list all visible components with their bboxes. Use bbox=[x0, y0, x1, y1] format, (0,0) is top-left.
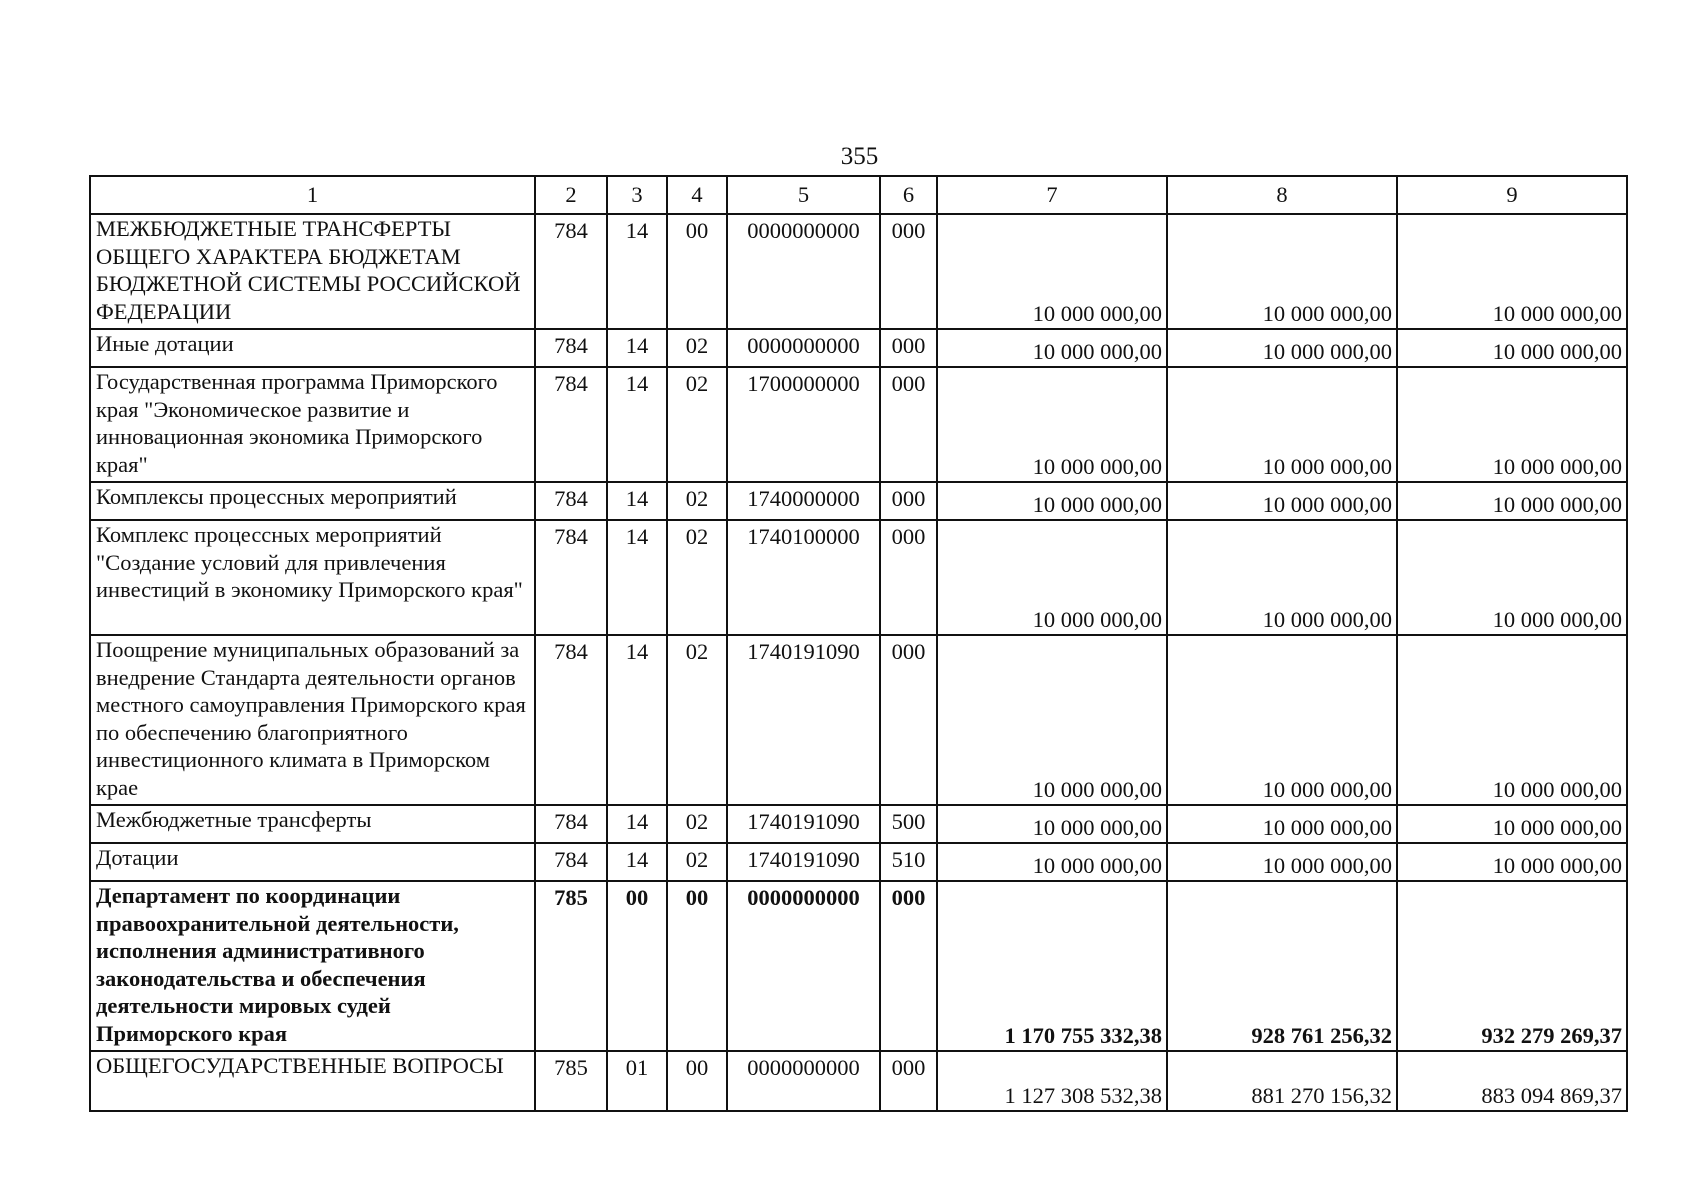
table-row bbox=[90, 214, 1627, 329]
cell-amount: 932 279 269,37 bbox=[1397, 881, 1627, 1051]
cell-code: 02 bbox=[667, 520, 727, 635]
cell-amount: 10 000 000,00 bbox=[937, 329, 1167, 367]
page-number: 355 bbox=[840, 143, 879, 170]
cell-code: 510 bbox=[880, 843, 937, 881]
cell-code: 000 bbox=[880, 635, 937, 805]
cell-code: 02 bbox=[667, 635, 727, 805]
cell-amount: 881 270 156,32 bbox=[1167, 1051, 1397, 1111]
cell-amount: 10 000 000,00 bbox=[937, 635, 1167, 805]
cell-code: 000 bbox=[880, 881, 937, 1051]
table-row bbox=[90, 329, 1627, 367]
cell-code: 02 bbox=[667, 805, 727, 843]
cell-amount: 10 000 000,00 bbox=[1167, 520, 1397, 635]
cell-amount: 10 000 000,00 bbox=[1397, 482, 1627, 520]
column-header: 7 bbox=[937, 176, 1167, 214]
table-row bbox=[90, 843, 1627, 881]
cell-amount: 10 000 000,00 bbox=[1167, 482, 1397, 520]
cell-code: 14 bbox=[607, 520, 667, 635]
row-name: Поощрение муниципальных образований за внедрение Стандарта деятельности органов местного самоуправления Приморского края по обеспечению благоприятного инвестиционного климата в Приморском крае bbox=[90, 635, 535, 805]
cell-code: 02 bbox=[667, 329, 727, 367]
cell-amount: 10 000 000,00 bbox=[937, 367, 1167, 482]
column-header: 1 bbox=[90, 176, 535, 214]
column-header: 9 bbox=[1397, 176, 1627, 214]
cell-code: 784 bbox=[535, 635, 607, 805]
cell-code: 1740000000 bbox=[727, 482, 880, 520]
cell-amount: 10 000 000,00 bbox=[1397, 843, 1627, 881]
row-name: Иные дотации bbox=[90, 329, 535, 367]
column-header: 3 bbox=[607, 176, 667, 214]
row-name: Дотации bbox=[90, 843, 535, 881]
cell-code: 1700000000 bbox=[727, 367, 880, 482]
cell-amount: 928 761 256,32 bbox=[1167, 881, 1397, 1051]
cell-code: 000 bbox=[880, 214, 937, 329]
row-name: Департамент по координации правоохранительной деятельности, исполнения административного законодательства и обеспечения деятельности мировых судей Приморского края bbox=[90, 881, 535, 1051]
cell-code: 784 bbox=[535, 214, 607, 329]
row-name: Комплекс процессных мероприятий "Создание условий для привлечения инвестиций в экономику Приморского края" bbox=[90, 520, 535, 635]
cell-amount: 10 000 000,00 bbox=[1167, 805, 1397, 843]
cell-amount: 10 000 000,00 bbox=[937, 482, 1167, 520]
table-row bbox=[90, 805, 1627, 843]
cell-amount: 10 000 000,00 bbox=[1167, 329, 1397, 367]
column-header: 8 bbox=[1167, 176, 1397, 214]
cell-amount: 10 000 000,00 bbox=[1167, 635, 1397, 805]
column-header: 2 bbox=[535, 176, 607, 214]
cell-code: 1740191090 bbox=[727, 805, 880, 843]
cell-code: 14 bbox=[607, 843, 667, 881]
cell-code: 14 bbox=[607, 214, 667, 329]
column-header-row bbox=[90, 176, 1627, 214]
cell-code: 000 bbox=[880, 520, 937, 635]
cell-code: 01 bbox=[607, 1051, 667, 1111]
cell-code: 0000000000 bbox=[727, 881, 880, 1051]
cell-amount: 10 000 000,00 bbox=[1397, 329, 1627, 367]
cell-code: 784 bbox=[535, 520, 607, 635]
cell-code: 000 bbox=[880, 482, 937, 520]
row-name: Государственная программа Приморского края "Экономическое развитие и инновационная экономика Приморского края" bbox=[90, 367, 535, 482]
cell-amount: 883 094 869,37 bbox=[1397, 1051, 1627, 1111]
cell-code: 02 bbox=[667, 843, 727, 881]
cell-code: 0000000000 bbox=[727, 214, 880, 329]
cell-code: 02 bbox=[667, 367, 727, 482]
cell-code: 784 bbox=[535, 367, 607, 482]
column-header: 6 bbox=[880, 176, 937, 214]
cell-code: 785 bbox=[535, 1051, 607, 1111]
cell-amount: 10 000 000,00 bbox=[1397, 367, 1627, 482]
cell-amount: 1 127 308 532,38 bbox=[937, 1051, 1167, 1111]
cell-code: 14 bbox=[607, 635, 667, 805]
cell-code: 14 bbox=[607, 367, 667, 482]
cell-code: 0000000000 bbox=[727, 1051, 880, 1111]
cell-amount: 10 000 000,00 bbox=[1167, 843, 1397, 881]
cell-code: 1740191090 bbox=[727, 635, 880, 805]
cell-code: 785 bbox=[535, 881, 607, 1051]
table-row bbox=[90, 1051, 1627, 1111]
row-name: Комплексы процессных мероприятий bbox=[90, 482, 535, 520]
table-row bbox=[90, 635, 1627, 805]
cell-amount: 10 000 000,00 bbox=[1397, 805, 1627, 843]
cell-code: 02 bbox=[667, 482, 727, 520]
cell-amount: 10 000 000,00 bbox=[937, 805, 1167, 843]
row-name: МЕЖБЮДЖЕТНЫЕ ТРАНСФЕРТЫ ОБЩЕГО ХАРАКТЕРА БЮДЖЕТАМ БЮДЖЕТНОЙ СИСТЕМЫ РОССИЙСКОЙ ФЕДЕРАЦИИ bbox=[90, 214, 535, 329]
cell-code: 14 bbox=[607, 805, 667, 843]
cell-code: 00 bbox=[667, 214, 727, 329]
cell-code: 784 bbox=[535, 482, 607, 520]
row-name: ОБЩЕГОСУДАРСТВЕННЫЕ ВОПРОСЫ bbox=[90, 1051, 535, 1111]
table-row bbox=[90, 482, 1627, 520]
cell-code: 000 bbox=[880, 1051, 937, 1111]
cell-amount: 10 000 000,00 bbox=[1167, 214, 1397, 329]
cell-code: 000 bbox=[880, 367, 937, 482]
table-row bbox=[90, 881, 1627, 1051]
cell-code: 500 bbox=[880, 805, 937, 843]
budget-table bbox=[89, 175, 1628, 1112]
cell-code: 784 bbox=[535, 843, 607, 881]
cell-amount: 10 000 000,00 bbox=[937, 214, 1167, 329]
table-row bbox=[90, 367, 1627, 482]
row-name: Межбюджетные трансферты bbox=[90, 805, 535, 843]
cell-amount: 10 000 000,00 bbox=[937, 520, 1167, 635]
cell-code: 00 bbox=[607, 881, 667, 1051]
cell-code: 0000000000 bbox=[727, 329, 880, 367]
cell-code: 14 bbox=[607, 482, 667, 520]
table-row bbox=[90, 520, 1627, 635]
cell-amount: 10 000 000,00 bbox=[1397, 520, 1627, 635]
cell-code: 000 bbox=[880, 329, 937, 367]
cell-code: 00 bbox=[667, 1051, 727, 1111]
cell-code: 1740191090 bbox=[727, 843, 880, 881]
cell-code: 784 bbox=[535, 805, 607, 843]
cell-code: 00 bbox=[667, 881, 727, 1051]
cell-code: 784 bbox=[535, 329, 607, 367]
cell-amount: 10 000 000,00 bbox=[1397, 214, 1627, 329]
cell-amount: 10 000 000,00 bbox=[937, 843, 1167, 881]
column-header: 4 bbox=[667, 176, 727, 214]
cell-code: 1740100000 bbox=[727, 520, 880, 635]
cell-amount: 10 000 000,00 bbox=[1167, 367, 1397, 482]
cell-code: 14 bbox=[607, 329, 667, 367]
column-header: 5 bbox=[727, 176, 880, 214]
cell-amount: 10 000 000,00 bbox=[1397, 635, 1627, 805]
cell-amount: 1 170 755 332,38 bbox=[937, 881, 1167, 1051]
